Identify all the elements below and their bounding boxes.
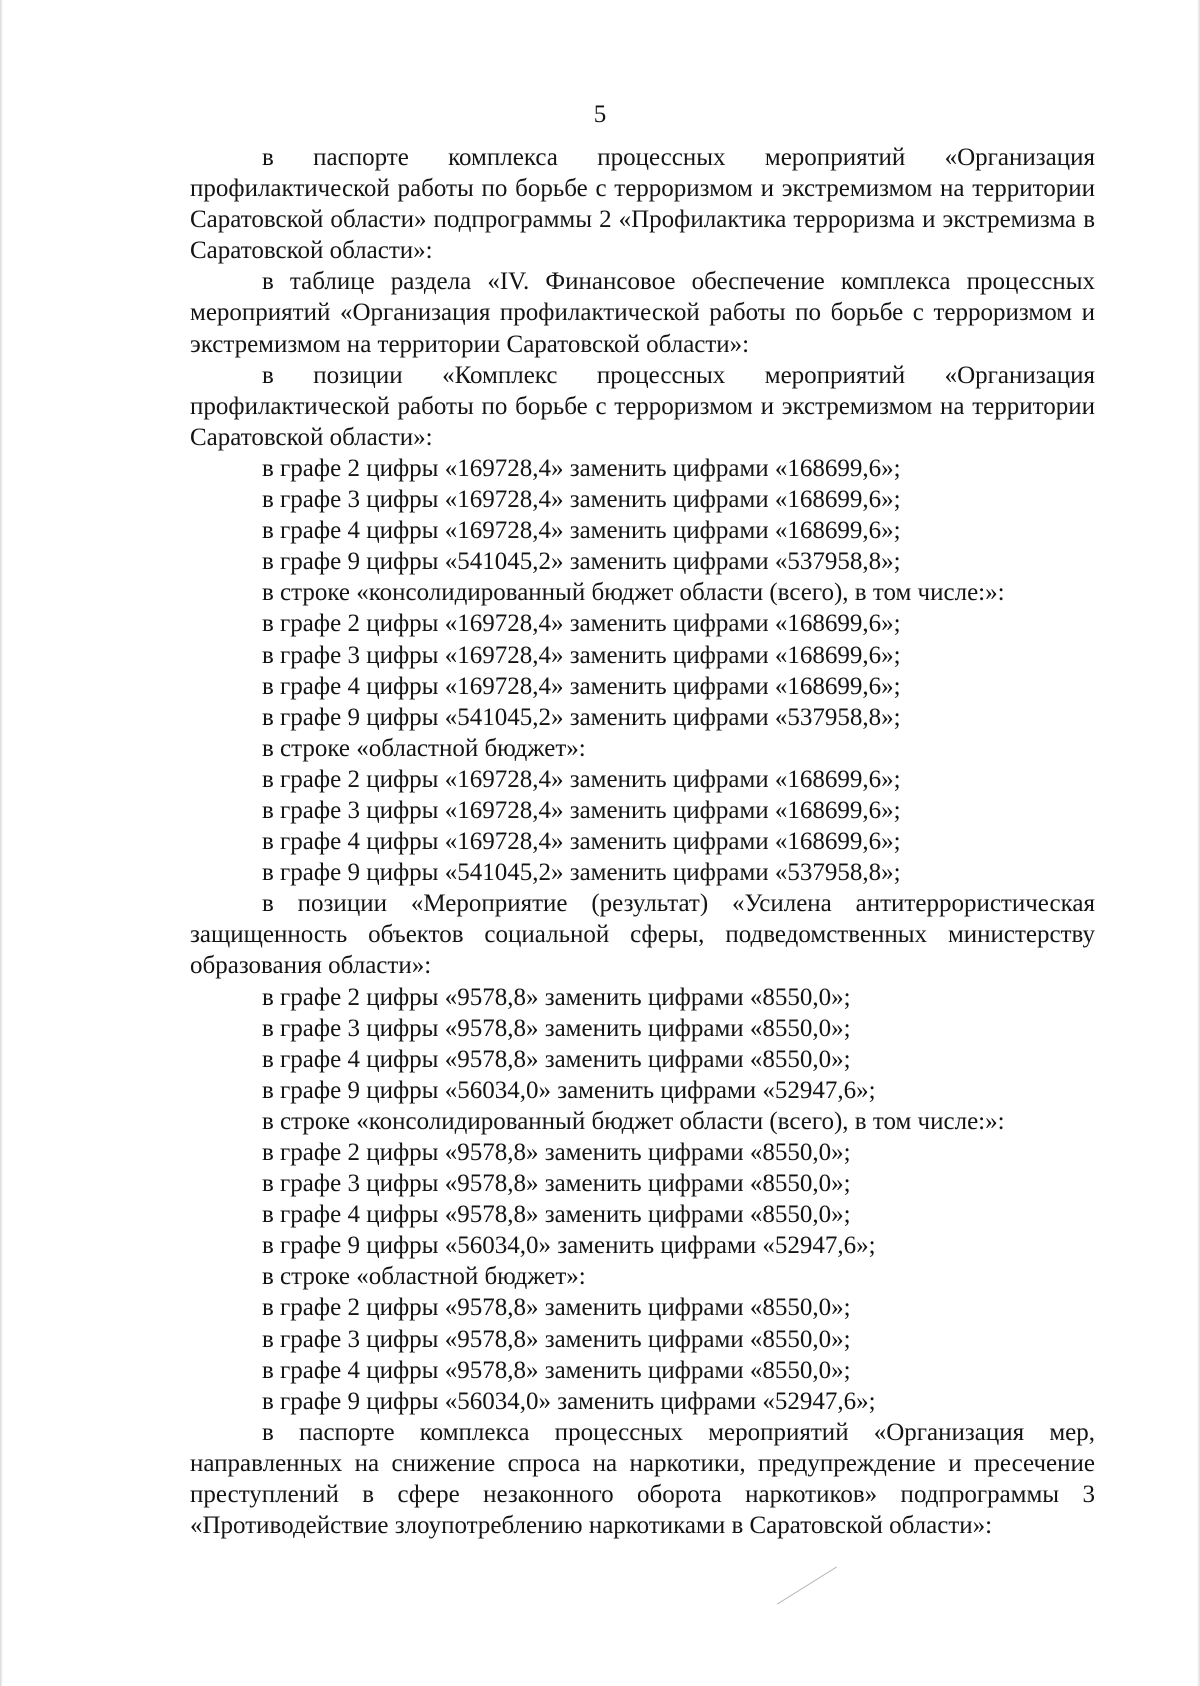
amendment-line: в графе 3 цифры «9578,8» заменить цифрами «8550,0»; [262, 1325, 851, 1353]
amendment-line: в графе 3 цифры «169728,4» заменить цифрами «168699,6»; [262, 486, 901, 514]
amendment-line: в графе 9 цифры «541045,2» заменить цифрами «537958,8»; [262, 548, 901, 576]
amendment-line: в графе 2 цифры «169728,4» заменить цифрами «168699,6»; [262, 765, 901, 793]
amendment-line: в графе 2 цифры «9578,8» заменить цифрами «8550,0»; [262, 1294, 851, 1322]
amendment-line: в графе 4 цифры «9578,8» заменить цифрами «8550,0»; [262, 1356, 851, 1384]
amendment-line: в графе 4 цифры «169728,4» заменить цифрами «168699,6»; [262, 517, 901, 545]
amendment-line: в графе 9 цифры «541045,2» заменить цифрами «537958,8»; [262, 859, 901, 887]
amendment-line: в строке «консолидированный бюджет области (всего), в том числе:»: [262, 579, 1005, 607]
amendment-line: в графе 2 цифры «9578,8» заменить цифрами «8550,0»; [262, 1139, 851, 1166]
amendment-line: в графе 9 цифры «541045,2» заменить цифрами «537958,8»; [262, 703, 901, 731]
document-body [190, 142, 1095, 1541]
amendment-line: в графе 3 цифры «169728,4» заменить цифрами «168699,6»; [262, 641, 901, 669]
amendment-line: в графе 2 цифры «169728,4» заменить цифрами «168699,6»; [262, 610, 901, 638]
amendment-line: в графе 9 цифры «56034,0» заменить цифрами «52947,6»; [262, 1076, 876, 1104]
amendment-line: в графе 3 цифры «9578,8» заменить цифрами «8550,0»; [262, 1014, 851, 1042]
paragraph: в таблице раздела «IV. Финансовое обеспечение комплекса процессных мероприятий «Организация профилактической работы по борьбе с терроризмом и экстремизмом на территории Саратовской области»: [190, 268, 1095, 358]
amendment-line: в графе 4 цифры «169728,4» заменить цифрами «168699,6»; [262, 672, 901, 700]
paragraph: в паспорте комплекса процессных мероприятий «Организация мер, направленных на снижение спроса на наркотики, предупреждение и пресечение преступлений в сфере незаконного оборота наркотиков» подпрограммы 3 «Противодействие злоупотреблению наркотиками в Саратовской области»: [190, 1418, 1095, 1540]
paragraph: в паспорте комплекса процессных мероприятий «Организация профилактической работы по борьбе с терроризмом и экстремизмом на территории Саратовской области» подпрограммы 2 «Профилактика терроризма и экстремизма в Саратовской области»: [190, 144, 1095, 265]
paragraph: в позиции «Мероприятие (результат) «Усилена антитеррористическая защищенность объектов социальной сферы, подведомственных министерству образования области»: [190, 890, 1095, 980]
scan-stray-mark [777, 1567, 837, 1605]
amendment-line: в строке «областной бюджет»: [262, 734, 586, 762]
amendment-line: в строке «консолидированный бюджет области (всего), в том числе:»: [262, 1107, 1005, 1135]
scan-edge-left [0, 0, 3, 1686]
amendment-line: в графе 9 цифры «56034,0» заменить цифрами «52947,6»; [262, 1387, 876, 1415]
amendment-line: в графе 3 цифры «9578,8» заменить цифрами «8550,0»; [262, 1170, 851, 1198]
paragraph: в позиции «Комплекс процессных мероприятий «Организация профилактической работы по борьбе с терроризмом и экстремизмом на территории Саратовской области»: [190, 361, 1095, 451]
amendment-line: в графе 9 цифры «56034,0» заменить цифрами «52947,6»; [262, 1232, 876, 1260]
amendment-line: в графе 4 цифры «9578,8» заменить цифрами «8550,0»; [262, 1045, 851, 1073]
amendment-line: в строке «областной бюджет»: [262, 1263, 586, 1291]
amendment-line: в графе 3 цифры «169728,4» заменить цифрами «168699,6»; [262, 796, 901, 824]
page-number: 5 [593, 101, 607, 128]
amendment-line: в графе 2 цифры «169728,4» заменить цифрами «168699,6»; [262, 454, 901, 482]
amendment-line: в графе 4 цифры «169728,4» заменить цифрами «168699,6»; [262, 828, 901, 856]
amendment-line: в графе 2 цифры «9578,8» заменить цифрами «8550,0»; [262, 983, 851, 1011]
amendment-line: в графе 4 цифры «9578,8» заменить цифрами «8550,0»; [262, 1201, 851, 1229]
